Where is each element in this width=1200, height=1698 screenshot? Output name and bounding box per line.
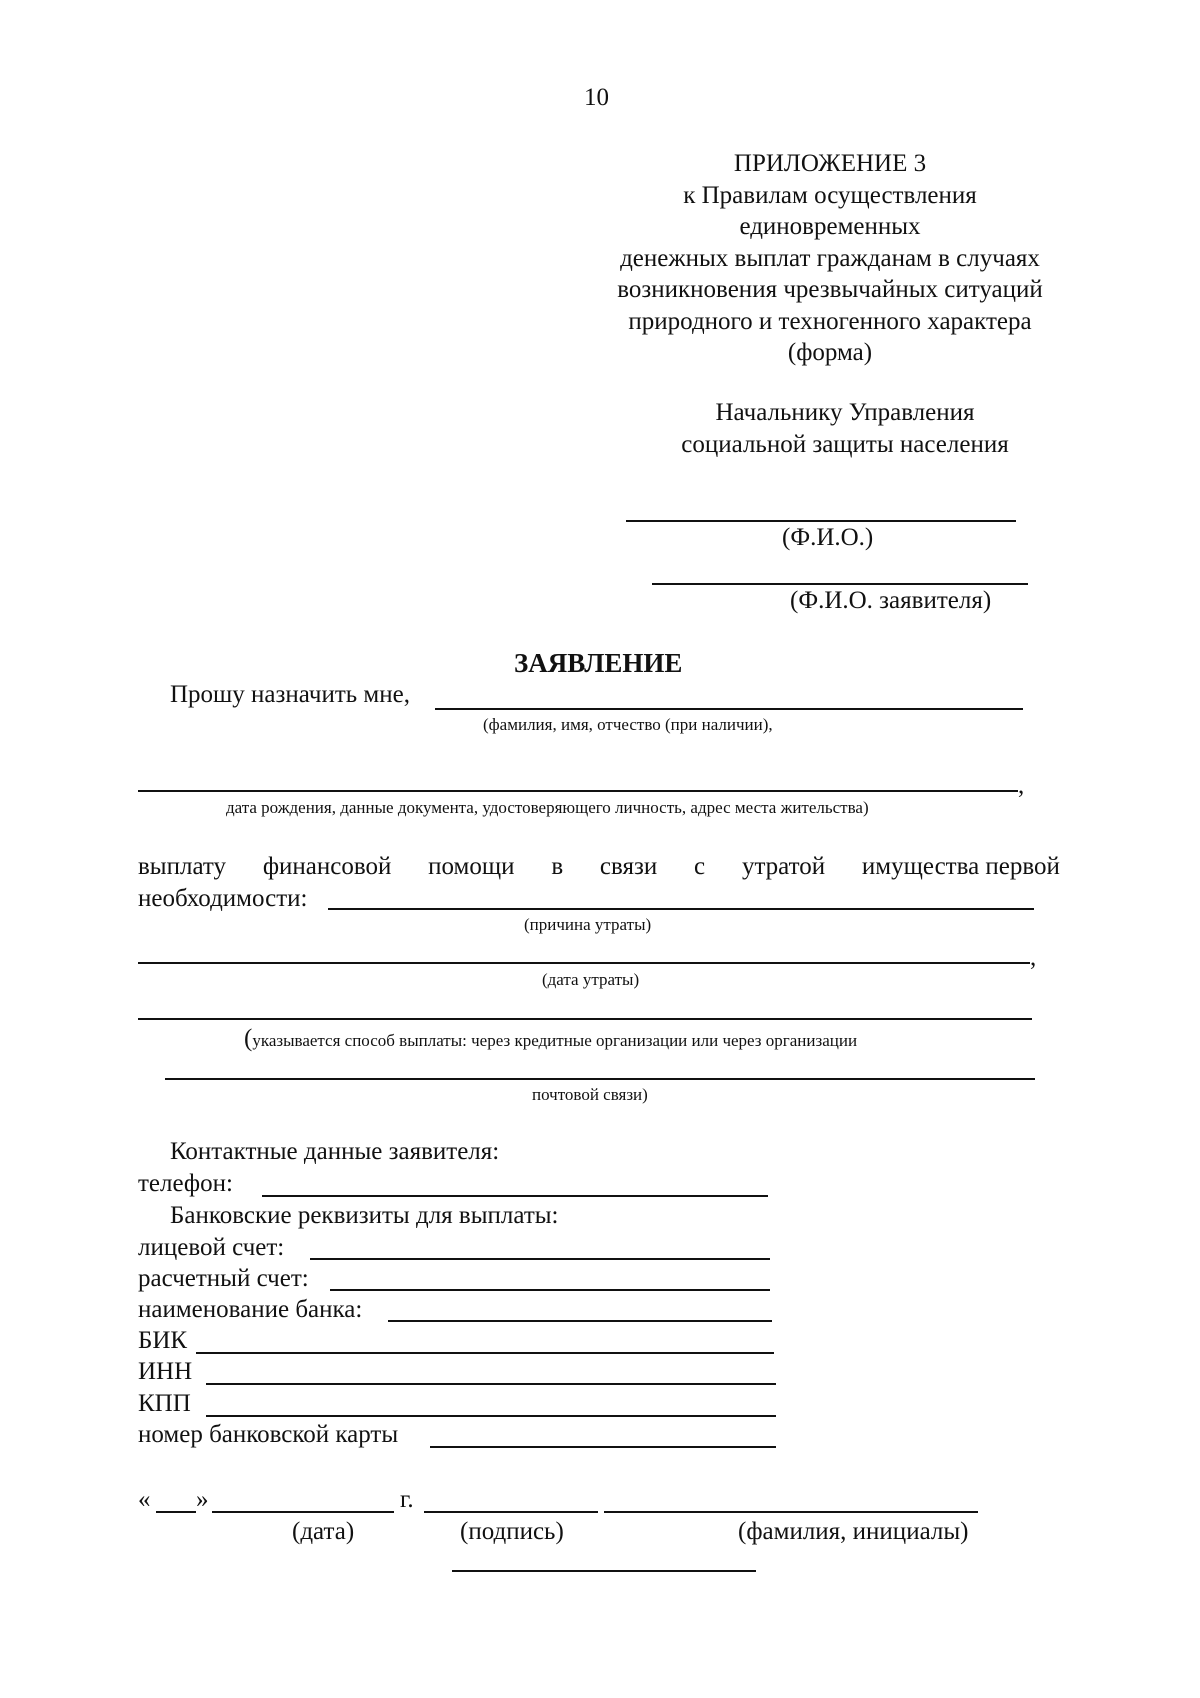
caption-postal: почтовой связи) <box>532 1085 648 1104</box>
payment-word: связи <box>599 853 658 880</box>
caption-name: (фамилия, имя, отчество (при наличии), <box>483 715 773 734</box>
payment-word: имущества первой <box>861 853 1060 880</box>
bank-heading: Банковские реквизиты для выплаты: <box>170 1202 559 1229</box>
addressee-line: Начальнику Управления <box>715 399 975 426</box>
loss-reason-field[interactable] <box>328 908 1034 910</box>
caption-method-text: указывается способ выплаты: через кредитные организации или через организации <box>252 1031 858 1050</box>
comma: , <box>1030 944 1037 971</box>
caption-reason: (причина утраты) <box>524 915 652 934</box>
bank-name-field[interactable] <box>388 1320 772 1322</box>
appendix-line: единовременных <box>739 213 921 240</box>
settlement-account-field[interactable] <box>330 1289 770 1291</box>
applicant-fio-field[interactable] <box>652 583 1028 585</box>
bottom-line <box>452 1570 756 1572</box>
payment-method-field-continued[interactable] <box>165 1078 1035 1080</box>
day-field[interactable] <box>156 1511 196 1513</box>
bik-field[interactable] <box>196 1352 774 1354</box>
bik-label: БИК <box>138 1327 188 1354</box>
payment-word: утратой <box>741 853 826 880</box>
card-number-field[interactable] <box>430 1446 776 1448</box>
contacts-heading: Контактные данные заявителя: <box>170 1138 500 1165</box>
settlement-account-label: расчетный счет: <box>138 1265 309 1292</box>
month-year-field[interactable] <box>212 1511 394 1513</box>
request-prefix: Прошу назначить мне, <box>170 681 410 708</box>
quote-close: » <box>196 1486 209 1513</box>
payment-word: с <box>694 853 706 880</box>
caption-method-paren: ( <box>244 1025 253 1052</box>
phone-label: телефон: <box>138 1170 233 1197</box>
name-caption: (фамилия, инициалы) <box>738 1518 969 1545</box>
appendix-header <box>560 148 1100 369</box>
card-number-label: номер банковской карты <box>138 1421 399 1448</box>
payment-line <box>138 853 1060 881</box>
appendix-line: к Правилам осуществления <box>683 181 977 209</box>
year-suffix: г. <box>400 1486 414 1513</box>
payment-word: в <box>551 853 564 880</box>
fio-caption: (Ф.И.О.) <box>782 524 874 551</box>
name-initials-field[interactable] <box>604 1511 978 1513</box>
kpp-field[interactable] <box>206 1415 776 1417</box>
addressee-fio-field[interactable] <box>626 520 1016 522</box>
date-caption: (дата) <box>292 1518 355 1545</box>
applicant-name-field[interactable] <box>435 708 1023 710</box>
signature-caption: (подпись) <box>460 1518 564 1545</box>
kpp-label: КПП <box>138 1390 191 1417</box>
appendix-line: возникновения чрезвычайных ситуаций <box>617 276 1043 303</box>
statement-title: ЗАЯВЛЕНИЕ <box>514 648 683 678</box>
addressee-block <box>620 397 1070 461</box>
necessity-label: необходимости: <box>138 885 308 912</box>
appendix-line: природного и техногенного характера <box>628 307 1032 335</box>
personal-account-field[interactable] <box>310 1258 770 1260</box>
applicant-fio-caption: (Ф.И.О. заявителя) <box>790 587 992 614</box>
payment-method-field[interactable] <box>138 1018 1032 1020</box>
personal-account-label: лицевой счет: <box>138 1234 285 1261</box>
caption-method <box>244 1025 857 1053</box>
inn-field[interactable] <box>206 1383 776 1385</box>
payment-word: финансовой <box>262 853 392 880</box>
appendix-line: денежных выплат гражданам в случаях <box>620 244 1040 272</box>
page-number: 10 <box>584 84 609 111</box>
birth-document-address-field[interactable] <box>138 790 1018 792</box>
payment-word: выплату <box>138 853 227 880</box>
appendix-line: (форма) <box>787 339 873 366</box>
loss-date-field[interactable] <box>138 962 1030 964</box>
caption-date-loss: (дата утраты) <box>542 970 640 989</box>
quote-open: « <box>138 1486 151 1513</box>
appendix-title: ПРИЛОЖЕНИЕ 3 <box>733 150 927 177</box>
caption-birth: дата рождения, данные документа, удостоверяющего личность, адрес места жительства) <box>226 798 869 817</box>
addressee-line: социальной защиты населения <box>681 431 1009 458</box>
signature-field[interactable] <box>424 1511 598 1513</box>
inn-label: ИНН <box>138 1358 193 1385</box>
bank-name-label: наименование банка: <box>138 1296 363 1323</box>
phone-field[interactable] <box>262 1195 768 1197</box>
payment-word: помощи <box>428 853 515 880</box>
comma: , <box>1018 772 1025 799</box>
